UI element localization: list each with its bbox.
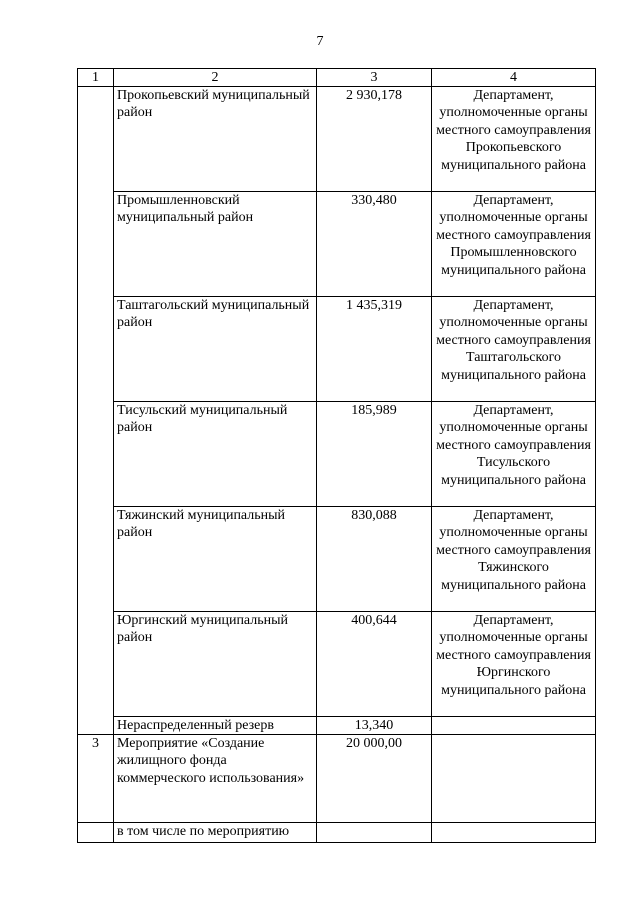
allocation-table xyxy=(77,68,596,843)
header-cell-4: 4 xyxy=(432,69,596,87)
responsible-cell: Департамент, уполномоченные органы местного самоуправления Тисульского муниципального района xyxy=(432,402,596,507)
header-cell-2: 2 xyxy=(114,69,317,87)
table-row xyxy=(78,402,596,507)
amount-cell: 830,088 xyxy=(317,507,432,612)
group-number-cell xyxy=(78,87,114,735)
table-row xyxy=(78,507,596,612)
event-amount: 20 000,00 xyxy=(317,735,432,823)
municipality-name: Промышленновский муниципальный район xyxy=(114,192,317,297)
municipality-name: Тяжинский муниципальный район xyxy=(114,507,317,612)
last-row-name: в том числе по мероприятию xyxy=(114,823,317,843)
responsible-cell: Департамент, уполномоченные органы местного самоуправления Юргинского муниципального района xyxy=(432,612,596,717)
reserve-name: Нераспределенный резерв xyxy=(114,717,317,735)
municipality-name: Юргинский муниципальный район xyxy=(114,612,317,717)
header-cell-3: 3 xyxy=(317,69,432,87)
event-number: 3 xyxy=(78,735,114,823)
municipality-name: Таштагольский муниципальный район xyxy=(114,297,317,402)
table-row xyxy=(78,735,596,823)
amount-cell: 400,644 xyxy=(317,612,432,717)
header-cell-1: 1 xyxy=(78,69,114,87)
responsible-cell: Департамент, уполномоченные органы местного самоуправления Тяжинского муниципального района xyxy=(432,507,596,612)
amount-cell: 185,989 xyxy=(317,402,432,507)
municipality-name: Тисульский муниципальный район xyxy=(114,402,317,507)
table-row xyxy=(78,823,596,843)
reserve-responsible xyxy=(432,717,596,735)
responsible-cell: Департамент, уполномоченные органы местного самоуправления Промышленновского муниципального района xyxy=(432,192,596,297)
amount-cell: 2 930,178 xyxy=(317,87,432,192)
page-number: 7 xyxy=(316,34,324,49)
event-name: Мероприятие «Создание жилищного фонда коммерческого использования» xyxy=(114,735,317,823)
responsible-cell: Департамент, уполномоченные органы местного самоуправления Прокопьевского муниципального района xyxy=(432,87,596,192)
table-row xyxy=(78,612,596,717)
reserve-amount: 13,340 xyxy=(317,717,432,735)
last-row-amount xyxy=(317,823,432,843)
amount-cell: 1 435,319 xyxy=(317,297,432,402)
last-row-number xyxy=(78,823,114,843)
table-row xyxy=(78,87,596,192)
table-row xyxy=(78,297,596,402)
event-responsible xyxy=(432,735,596,823)
last-row-responsible xyxy=(432,823,596,843)
municipality-name: Прокопьевский муниципальный район xyxy=(114,87,317,192)
table-row xyxy=(78,717,596,735)
table-row xyxy=(78,192,596,297)
table-header-row xyxy=(78,69,596,87)
amount-cell: 330,480 xyxy=(317,192,432,297)
responsible-cell: Департамент, уполномоченные органы местного самоуправления Таштагольского муниципального района xyxy=(432,297,596,402)
